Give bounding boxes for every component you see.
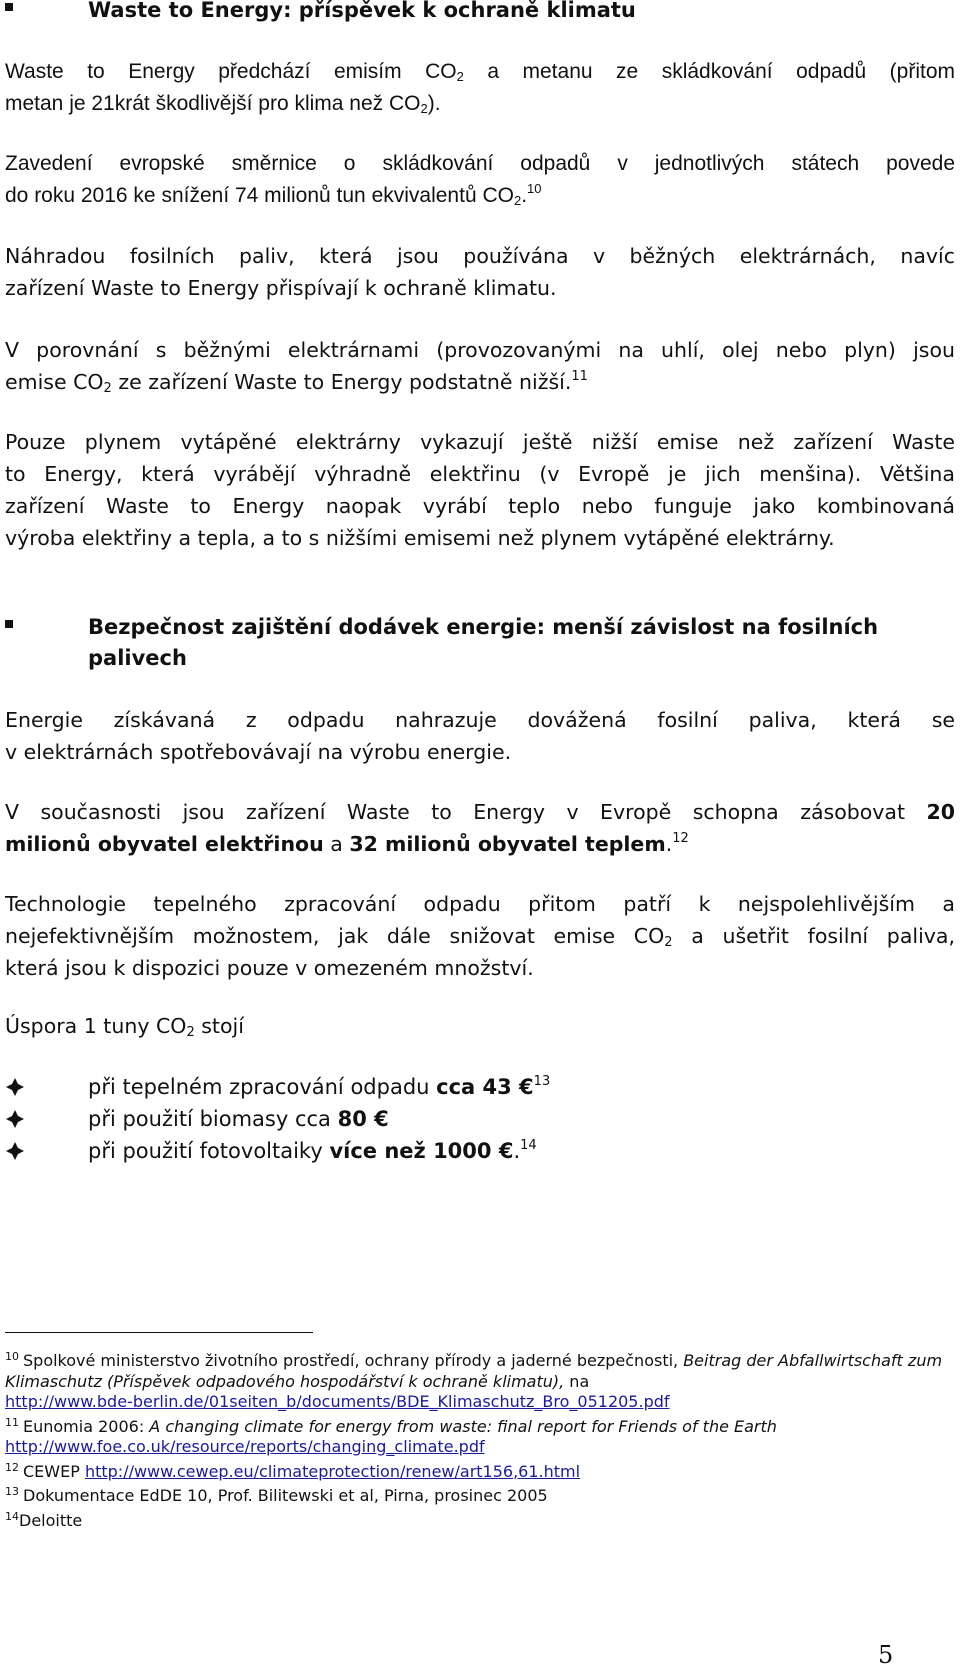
footnote-ref: 12 bbox=[672, 831, 689, 846]
paragraph-co2-methan: Waste to Energy předchází emisím $CO_2$ a metanu ze skládkování odpadů (přitom metan je 21krát škodlivější pro klima než $CO_2$). bbox=[5, 60, 955, 116]
section-heading-energy-security: Bezpečnost zajištění dodávek energie: menší závislost na fosilních palivech bbox=[5, 612, 878, 674]
page-number: 5 bbox=[878, 1641, 894, 1669]
footnote-13: $^{13}$ Dokumentace EdDE 10, Prof. Bilitewski et al, Pirna, prosinec 2005 bbox=[5, 1485, 548, 1505]
footnote-link[interactable]: http://www.cewep.eu/climateprotection/renew/art156,61.html bbox=[84, 1461, 581, 1481]
footnote-ref: 13 bbox=[533, 1074, 551, 1089]
list-item: při tepelném zpracování odpadu cca 43 €$^{13}$ bbox=[5, 1071, 550, 1103]
footnote-ref: 10 bbox=[527, 181, 542, 196]
diamond-bullet-icon bbox=[5, 1109, 25, 1129]
paragraph-directive: Zavedení evropské směrnice o skládkování odpadů v jednotlivých státech povede do roku 2016 ke snížení 74 milionů tun ekvivalentů $CO_2.^{10}$ bbox=[5, 152, 955, 208]
paragraph-gas-plants: Pouze plynem vytápěné elektrárny vykazují ještě nižší emise než zařízení Waste to Energy, která vyrábějí výhradně elektřinu (v Evropě je jich menšina). Většina zařízení Waste to Energy naopak vyrábí teplo nebo funguje jako kombinovaná výroba elektřiny a tepla, a to s nižšími emisemi než plynem vytápěné elektrárny. bbox=[5, 430, 955, 550]
list-item: při použití biomasy cca 80 € bbox=[5, 1103, 550, 1135]
section-heading-waste-to-energy bbox=[5, 0, 636, 26]
square-bullet-icon bbox=[5, 3, 13, 11]
diamond-bullet-icon bbox=[5, 1141, 25, 1161]
footnote-14: $^{14}$Deloitte bbox=[5, 1509, 83, 1530]
footnote-ref: 11 bbox=[571, 369, 588, 384]
paragraph-technology: Technologie tepelného zpracování odpadu přitom patří k nejspolehlivějším a nejefektivnějším možnostem, jak dále snižovat emise $CO_2$ a ušetřit fosilní paliva, která jsou k dispozici pouze v omezeném množství. bbox=[5, 892, 955, 980]
footnotes bbox=[5, 1347, 945, 1531]
savings-list bbox=[5, 1071, 550, 1167]
paragraph-comparison: V porovnání s běžnými elektrárnami (provozovanými na uhlí, olej nebo plyn) jsou emise $CO_2$ ze zařízení Waste to Energy podstatně nižší.$^{11}$ bbox=[5, 338, 955, 396]
paragraph-fossil-replacement: Náhradou fosilních paliv, která jsou používána v běžných elektrárnách, navíc zařízení Waste to Energy přispívají k ochraně klimatu. bbox=[5, 244, 955, 300]
footnote-ref: 14 bbox=[520, 1138, 537, 1153]
paragraph-savings-intro: Úspora 1 tuny $CO_2$ stojí bbox=[5, 1014, 244, 1040]
footnote-link[interactable]: http://www.foe.co.uk/resource/reports/changing_climate.pdf bbox=[5, 1437, 485, 1456]
footnote-separator bbox=[5, 1332, 313, 1333]
diamond-bullet-icon bbox=[5, 1077, 25, 1097]
footnote-11: $^{11}$ Eunomia 2006: A changing climate for energy from waste: final report for Friends of the Earth http://www.foe.co.uk/resource/reports/changing_climate.pdf bbox=[5, 1415, 777, 1456]
footnote-10: $^{10}$ Spolkové ministerstvo životního prostředí, ochrany přírody a jaderné bezpečnosti, Beitrag der Abfallwirtschaft zum Klimaschutz (Příspěvek odpadového hospodářství k ochraně klimatu), na http://www.bde-berlin.de/01seiten_b/documents/BDE_Klimaschutz_Bro_051205.pdf bbox=[5, 1350, 943, 1411]
footnote-link[interactable]: http://www.bde-berlin.de/01seiten_b/documents/BDE_Klimaschutz_Bro_051205.pdf bbox=[5, 1392, 670, 1411]
paragraph-supply-capacity: V současnosti jsou zařízení Waste to Energy v Evropě schopna zásobovat 20 milionů obyvatel elektřinou a 32 milionů obyvatel teplem.$^{12}$ bbox=[5, 800, 955, 856]
square-bullet-icon bbox=[5, 620, 13, 628]
list-item: při použití fotovoltaiky více než 1000 €.$^{14}$ bbox=[5, 1135, 550, 1167]
paragraph-imported-fuels: Energie získávaná z odpadu nahrazuje dovážená fosilní paliva, která se v elektrárnách spotřebovávají na výrobu energie. bbox=[5, 708, 955, 764]
footnote-12: $^{12}$ CEWEP http://www.cewep.eu/climateprotection/renew/art156,61.html bbox=[5, 1460, 581, 1481]
heading-text: Waste to Energy: příspěvek k ochraně klimatu bbox=[88, 0, 636, 22]
